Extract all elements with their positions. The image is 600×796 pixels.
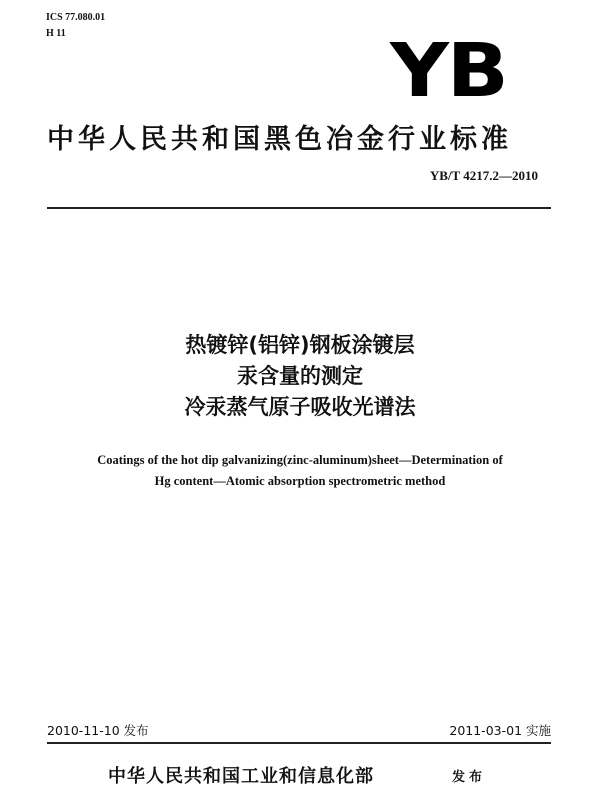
chinese-title-line-2: 汞含量的测定 [237, 364, 363, 388]
classification-code: H 11 [46, 28, 66, 39]
standard-title: 中华人民共和国黑色冶金行业标准 [47, 124, 512, 155]
issue-date: 2010-11-10 发布 [47, 723, 149, 738]
issuing-authority: 中华人民共和国工业和信息化部 [108, 766, 374, 787]
chinese-title-line-1: 热镀锌(铝锌)钢板涂镀层 [185, 333, 415, 357]
bottom-divider [47, 742, 551, 744]
chinese-title [0, 330, 600, 423]
english-title-line-1: Coatings of the hot dip galvanizing(zinc-aluminum)sheet—Determination of [97, 453, 503, 467]
english-title-line-2: Hg content—Atomic absorption spectrometric method [154, 474, 446, 488]
implementation-date: 2011-03-01 实施 [449, 723, 551, 738]
top-divider [47, 207, 551, 209]
chinese-title-line-3: 冷汞蒸气原子吸收光谱法 [184, 395, 416, 419]
ics-code: ICS 77.080.01 [46, 12, 106, 23]
english-title [40, 450, 560, 492]
standard-number: YB/T 4217.2—2010 [429, 168, 538, 183]
publish-label: 发布 [452, 770, 487, 785]
yb-logo: YB [390, 28, 507, 114]
